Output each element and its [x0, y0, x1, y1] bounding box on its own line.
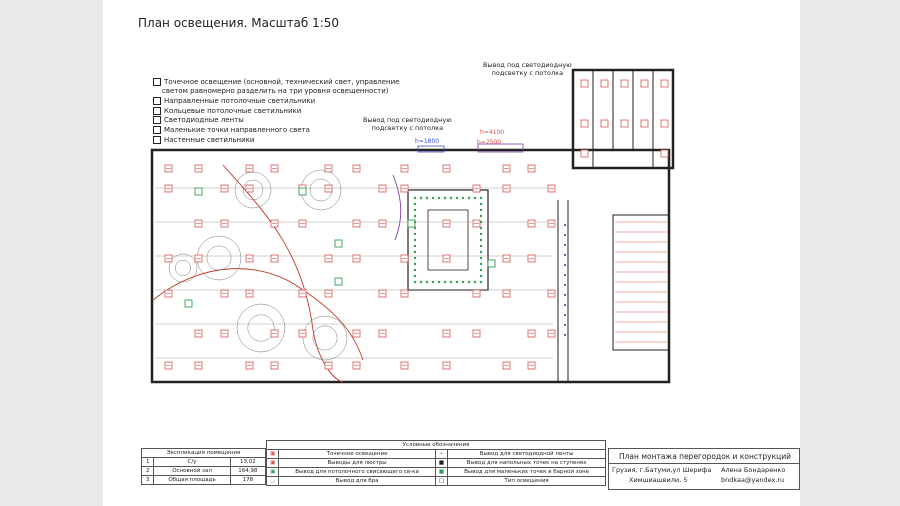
- ring-light-inner: [207, 246, 231, 270]
- table-row: [142, 467, 266, 476]
- legend-text: Настенные светильники: [164, 136, 255, 144]
- outer-wall: [152, 150, 669, 382]
- led-dot: [480, 281, 482, 283]
- symbol-cell: □: [435, 477, 447, 486]
- cell: Основной зал: [154, 467, 230, 476]
- led-dot: [480, 269, 482, 271]
- blue-dots: [418, 144, 566, 336]
- divider: [609, 463, 799, 464]
- chandelier-fixture: [408, 220, 415, 227]
- symbol-cell: ⌁: [435, 450, 447, 459]
- led-dot: [426, 197, 428, 199]
- symbol-cell: ■: [435, 459, 447, 468]
- led-dot: [414, 203, 416, 205]
- led-dot: [444, 197, 446, 199]
- legend-text: Кольцевые потолочные светильники: [164, 107, 302, 115]
- led-dot: [414, 275, 416, 277]
- ring-light: [303, 316, 347, 360]
- explication-title: Экспликация помещения: [142, 449, 266, 458]
- step-light: [564, 274, 566, 276]
- led-dot: [480, 227, 482, 229]
- led-dot: [414, 221, 416, 223]
- led-dot: [414, 257, 416, 259]
- cell: Тип освещения: [448, 477, 606, 486]
- stamp-address: Грузия, г.Батуми,ул Шерифа: [612, 466, 712, 474]
- led-dot: [462, 281, 464, 283]
- led-dot: [438, 281, 440, 283]
- fixture: [621, 120, 628, 127]
- table-row: [267, 468, 606, 477]
- led-dot: [414, 263, 416, 265]
- symbol-cell: ◡: [267, 477, 279, 486]
- note-line: подсветку с потолка: [371, 123, 444, 132]
- led-dot: [414, 233, 416, 235]
- cell: 178: [230, 476, 265, 485]
- fixture: [641, 80, 648, 87]
- cell: 2: [142, 467, 154, 476]
- step-light: [564, 264, 566, 266]
- led-dot: [414, 239, 416, 241]
- table-row: [142, 476, 266, 485]
- led-dot: [414, 251, 416, 253]
- curve-line: [153, 269, 363, 360]
- led-dot: [414, 197, 416, 199]
- led-dot: [456, 281, 458, 283]
- cell: 13,02: [230, 458, 265, 467]
- ring-light: [237, 304, 285, 352]
- led-dot: [426, 281, 428, 283]
- cell: Вывод для потолочного свисающего св-ка: [279, 468, 435, 477]
- led-dot: [480, 209, 482, 211]
- led-dot: [468, 197, 470, 199]
- stamp-address-2: Химшиашвили, 5: [629, 476, 688, 484]
- led-dot: [432, 281, 434, 283]
- fixture: [661, 80, 668, 87]
- cell: С/у: [154, 458, 230, 467]
- symbols-title: Условные обозначения: [267, 441, 606, 450]
- led-dot: [450, 281, 452, 283]
- cell: Вывод для маленьких точек в барной зоне: [448, 468, 606, 477]
- step-light: [564, 314, 566, 316]
- chandelier-fixture: [488, 260, 495, 267]
- step-light: [564, 324, 566, 326]
- led-dot: [414, 209, 416, 211]
- step-light: [564, 244, 566, 246]
- title-block: [608, 448, 800, 490]
- led-dot: [480, 233, 482, 235]
- chandelier-fixture: [185, 300, 192, 307]
- led-dot: [450, 197, 452, 199]
- floor-plan: [103, 0, 800, 506]
- led-dot: [474, 281, 476, 283]
- led-dot: [480, 215, 482, 217]
- led-dot: [420, 281, 422, 283]
- note-line: Вывод под светодиодную: [363, 116, 452, 124]
- cell: Вывод для бра: [279, 477, 435, 486]
- height-label: h=1800: [415, 138, 440, 145]
- ring-light-inner: [175, 260, 190, 275]
- chandelier-fixture: [195, 188, 202, 195]
- led-dot: [480, 239, 482, 241]
- led-dot: [420, 197, 422, 199]
- fixture: [581, 150, 588, 157]
- led-dot: [480, 251, 482, 253]
- led-dot: [414, 281, 416, 283]
- ring-light: [169, 254, 197, 282]
- table-row: [267, 477, 606, 486]
- led-dot: [456, 197, 458, 199]
- fixture: [581, 120, 588, 127]
- chandelier-fixture: [335, 278, 342, 285]
- step-light: [564, 234, 566, 236]
- cell: Точечное освещение: [279, 450, 435, 459]
- height-label: h=4100: [480, 129, 505, 136]
- step-light: [564, 304, 566, 306]
- ring-light-inner: [248, 315, 274, 341]
- ring-light: [197, 236, 241, 280]
- cell: Вывод для напольных точек на ступенях: [448, 459, 606, 468]
- stamp-email: bndkaa@yandex.ru: [721, 476, 785, 484]
- step-light: [564, 224, 566, 226]
- chandelier-fixture: [335, 240, 342, 247]
- symbol-cell: ▣: [267, 450, 279, 459]
- led-dot: [414, 269, 416, 271]
- led-dot: [414, 215, 416, 217]
- led-dot: [444, 281, 446, 283]
- led-dot: [432, 197, 434, 199]
- led-dot: [414, 227, 416, 229]
- legend-text: Точечное освещение (основной, технический свет, управление: [164, 78, 400, 86]
- legend-text: светом равномерно разделить на три уровня освещенности): [162, 87, 389, 95]
- symbol-cell: ■: [435, 468, 447, 477]
- step-light: [564, 334, 566, 336]
- led-dot: [480, 197, 482, 199]
- note-line: подсветку с потолка: [491, 68, 564, 77]
- note-line: Вывод под светодиодную: [483, 61, 572, 69]
- stair-steps: [615, 222, 667, 342]
- stamp-author: Алена Бондаренко: [721, 466, 786, 474]
- symbol-cell: ▣: [267, 468, 279, 477]
- table-row: [267, 459, 606, 468]
- cell: Вывод для светодиодной ленты: [448, 450, 606, 459]
- fixture: [621, 80, 628, 87]
- ring-light-inner: [313, 326, 337, 350]
- led-dot: [480, 203, 482, 205]
- chandelier-fixture: [299, 188, 306, 195]
- led-dot: [414, 245, 416, 247]
- led-dot: [480, 221, 482, 223]
- legend-text: Направленные потолочные светильники: [164, 97, 316, 105]
- symbols-table: [266, 440, 606, 486]
- step-light: [564, 284, 566, 286]
- cell: 3: [142, 476, 154, 485]
- table-row: [142, 458, 266, 467]
- led-dot: [438, 197, 440, 199]
- ring-light: [301, 170, 341, 210]
- step-light: [564, 254, 566, 256]
- symbol-cell: ▣: [267, 459, 279, 468]
- led-dot: [480, 263, 482, 265]
- height-label: h=2500: [477, 139, 502, 146]
- led-dot: [462, 197, 464, 199]
- legend-text: Светодиодные ленты: [164, 116, 244, 124]
- curved-lines: [153, 165, 401, 382]
- explication-table: [141, 448, 266, 485]
- led-dot: [480, 275, 482, 277]
- cell: 1: [142, 458, 154, 467]
- table-row: [267, 450, 606, 459]
- cell: Общая площадь: [154, 476, 230, 485]
- page-title: План освещения. Масштаб 1:50: [138, 16, 340, 30]
- fixture: [601, 80, 608, 87]
- bar-counter: [408, 190, 488, 290]
- legend-text: Маленькие точки направленного света: [164, 126, 310, 134]
- led-dot: [468, 281, 470, 283]
- cell: 164,98: [230, 467, 265, 476]
- fixture: [601, 120, 608, 127]
- fixture: [581, 80, 588, 87]
- stamp-title: План монтажа перегородок и конструкций: [619, 452, 791, 461]
- fixture: [641, 120, 648, 127]
- step-light: [564, 294, 566, 296]
- fixture: [661, 120, 668, 127]
- led-dot: [480, 257, 482, 259]
- led-dot: [474, 197, 476, 199]
- led-dot: [480, 245, 482, 247]
- staircase: [613, 215, 669, 350]
- fixture: [661, 150, 668, 157]
- curve-line: [393, 175, 401, 240]
- drawing-sheet: [103, 0, 800, 506]
- curve-line: [223, 165, 343, 382]
- cell: Выводы для люстры: [279, 459, 435, 468]
